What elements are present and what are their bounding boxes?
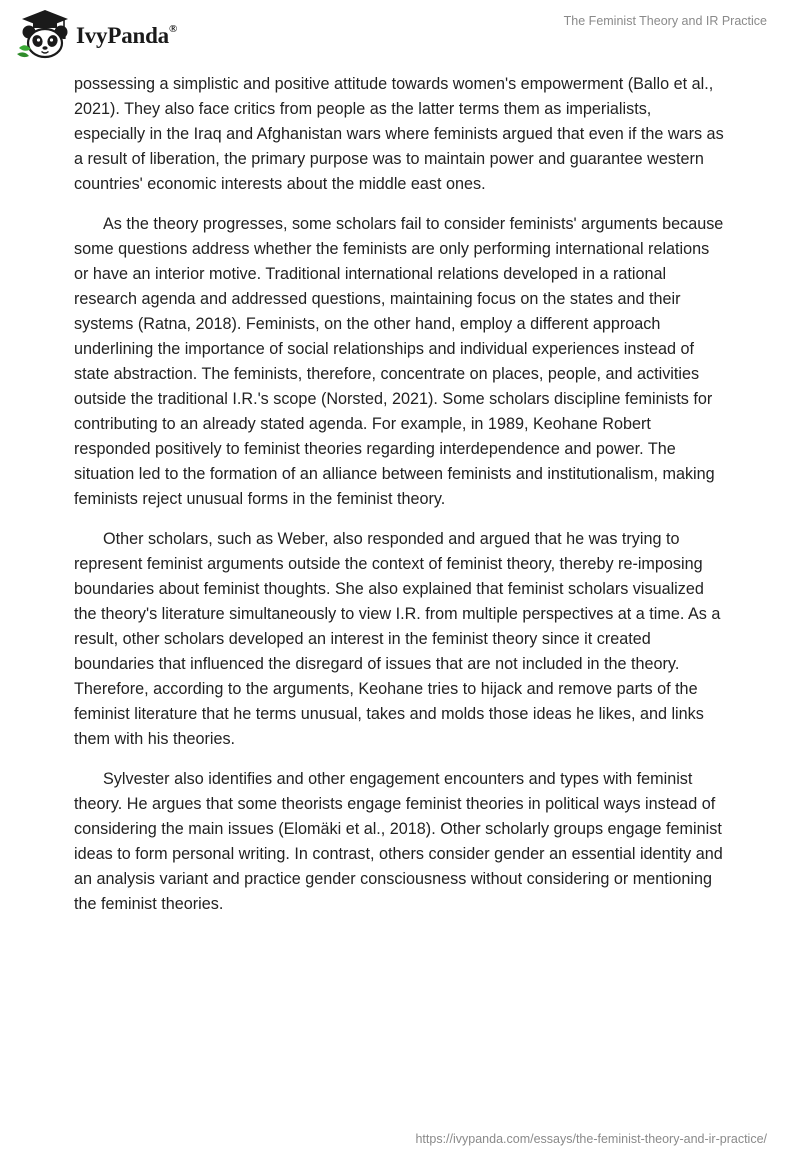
paragraph-2: As the theory progresses, some scholars fail to consider feminists' arguments because some questions address whether the feminists are only performing international relations or have an interior motive. Traditional international relations developed in a rational research agenda and addressed questions, maintaining focus on the states and their systems (Ratna, 2018). Feminists, on the other hand, employ a different approach underlining the importance of social relationships and individual experiences instead of state abstraction. The feminists, therefore, concentrate on places, people, and activities outside the traditional I.R.'s scope (Norsted, 2021). Some scholars discipline feminists for contributing to an already stated agenda. For example, in 1989, Keohane Robert responded positively to feminist theories regarding interdependence and power. The situation led to the formation of an alliance between feminists and institutionalism, making feminists reject unusual forms in the feminist theory. <box>74 215 724 508</box>
essay-body <box>74 72 726 932</box>
document-title: The Feminist Theory and IR Practice <box>563 14 767 28</box>
logo[interactable] <box>16 8 177 60</box>
page-header <box>0 0 800 70</box>
paragraph-3: Other scholars, such as Weber, also responded and argued that he was trying to represent feminist arguments outside the context of feminist theory, thereby re-imposing boundaries about feminist thoughts. She also explained that feminist scholars visualized the theory's literature simultaneously to view I.R. from multiple perspectives at a time. As a result, other scholars developed an interest in the feminist theory since it created boundaries that influenced the disregard of issues that are not included in the theory. Therefore, according to the arguments, Keohane tries to hijack and remove parts of the feminist literature that he terms unusual, takes and molds those ideas he likes, and links them with his theories. <box>74 530 721 748</box>
paragraph-4: Sylvester also identifies and other engagement encounters and types with feminist theory. He argues that some theorists engage feminist theories in political ways instead of considering the main issues (Elomäki et al., 2018). Other scholarly groups engage feminist ideas to form personal writing. In contrast, others consider gender an essential identity and an analysis variant and practice gender consciousness without considering or mentioning the feminist theories. <box>74 770 723 913</box>
source-url[interactable]: https://ivypanda.com/essays/the-feminist-theory-and-ir-practice/ <box>415 1132 767 1146</box>
panda-graduate-icon <box>16 8 74 60</box>
brand-name: IvyPanda® <box>76 23 178 48</box>
paragraph-1: possessing a simplistic and positive attitude towards women's empowerment (Ballo et al., 2021). They also face critics from people as the latter terms them as imperialists, especially in the Iraq and Afghanistan wars where feminists argued that even if the wars as a result of liberation, the primary purpose was to maintain power and guarantee western countries' economic interests about the middle east ones. <box>74 75 724 193</box>
